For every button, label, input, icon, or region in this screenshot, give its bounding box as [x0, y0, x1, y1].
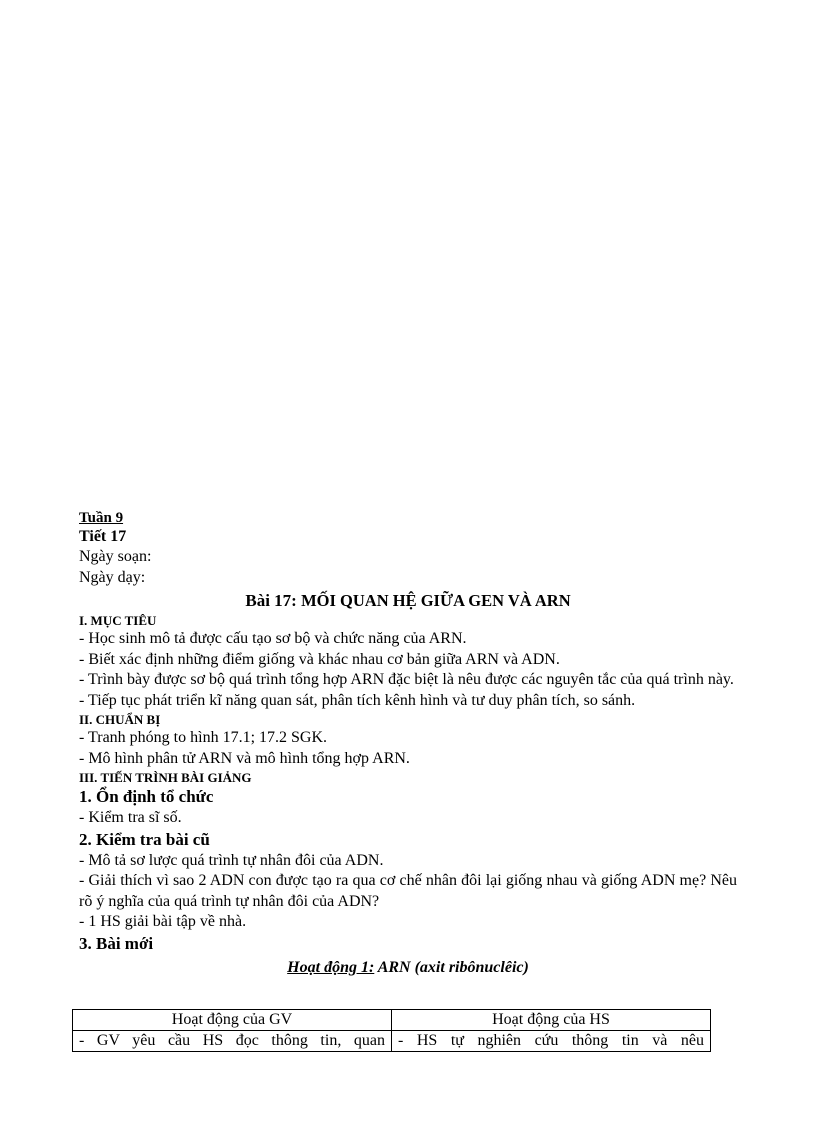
activity1-label: Hoạt động 1: — [287, 958, 375, 976]
activity1-table — [72, 1009, 711, 1052]
procedure-heading: III. TIẾN TRÌNH BÀI GIẢNG — [79, 770, 252, 785]
cell-teacher: - GV yêu cầu HS đọc thông tin, quan — [73, 1031, 392, 1052]
preparation-item: - Mô hình phân tử ARN và mô hình tổng hợp ARN. — [79, 749, 410, 767]
cell-student: - HS tự nghiên cứu thông tin và nêu — [392, 1031, 711, 1052]
prep-date: Ngày soạn: — [79, 548, 152, 565]
objective-item: - Biết xác định những điểm giống và khác nhau cơ bản giữa ARN và ADN. — [79, 650, 560, 668]
step2-title: 2. Kiểm tra bài cũ — [79, 829, 210, 849]
lesson-plan — [79, 509, 737, 978]
header-teacher: Hoạt động của GV — [73, 1010, 392, 1031]
teach-date: Ngày dạy: — [79, 568, 146, 586]
preparation-item: - Tranh phóng to hình 17.1; 17.2 SGK. — [79, 729, 328, 746]
table-header-row — [73, 1010, 711, 1031]
table-row — [73, 1031, 711, 1052]
step1-title: 1. Ổn định tổ chức — [79, 787, 214, 806]
activity1-name: ARN (axit ribônuclêic) — [374, 958, 529, 976]
objectives-heading: I. MỤC TIÊU — [79, 613, 157, 628]
objective-item: - Trình bày được sơ bộ quá trình tổng hợp ARN đặc biệt là nêu được các nguyên tắc của quá trình này. — [79, 671, 734, 688]
activity1-title — [79, 958, 737, 978]
step1-item: - Kiểm tra sĩ số. — [79, 809, 182, 826]
week-label: Tuần 9 — [79, 510, 124, 526]
header-student: Hoạt động của HS — [392, 1010, 711, 1031]
step3-title: 3. Bài mới — [79, 933, 154, 953]
step2-item: - Giải thích vì sao 2 ADN con được tạo ra qua cơ chế nhân đôi lại giống nhau và giống ADN mẹ? Nêu rõ ý nghĩa của quá trình tự nhân đôi của ADN? — [79, 872, 737, 910]
objective-item: - Tiếp tục phát triển kĩ năng quan sát, phân tích kênh hình và tư duy phân tích, so sánh. — [79, 691, 636, 709]
period-label: Tiết 17 — [79, 528, 127, 545]
objective-item: - Học sinh mô tả được cấu tạo sơ bộ và chức năng của ARN. — [79, 630, 467, 647]
preparation-heading: II. CHUẨN BỊ — [79, 712, 161, 727]
step2-item: - Mô tả sơ lược quá trình tự nhân đôi của ADN. — [79, 851, 384, 869]
lesson-title — [79, 590, 737, 612]
step2-item: - 1 HS giải bài tập về nhà. — [79, 913, 247, 930]
lesson-number: Bài 17: — [245, 591, 297, 610]
lesson-name: MỐI QUAN HỆ GIỮA GEN VÀ ARN — [301, 591, 571, 610]
